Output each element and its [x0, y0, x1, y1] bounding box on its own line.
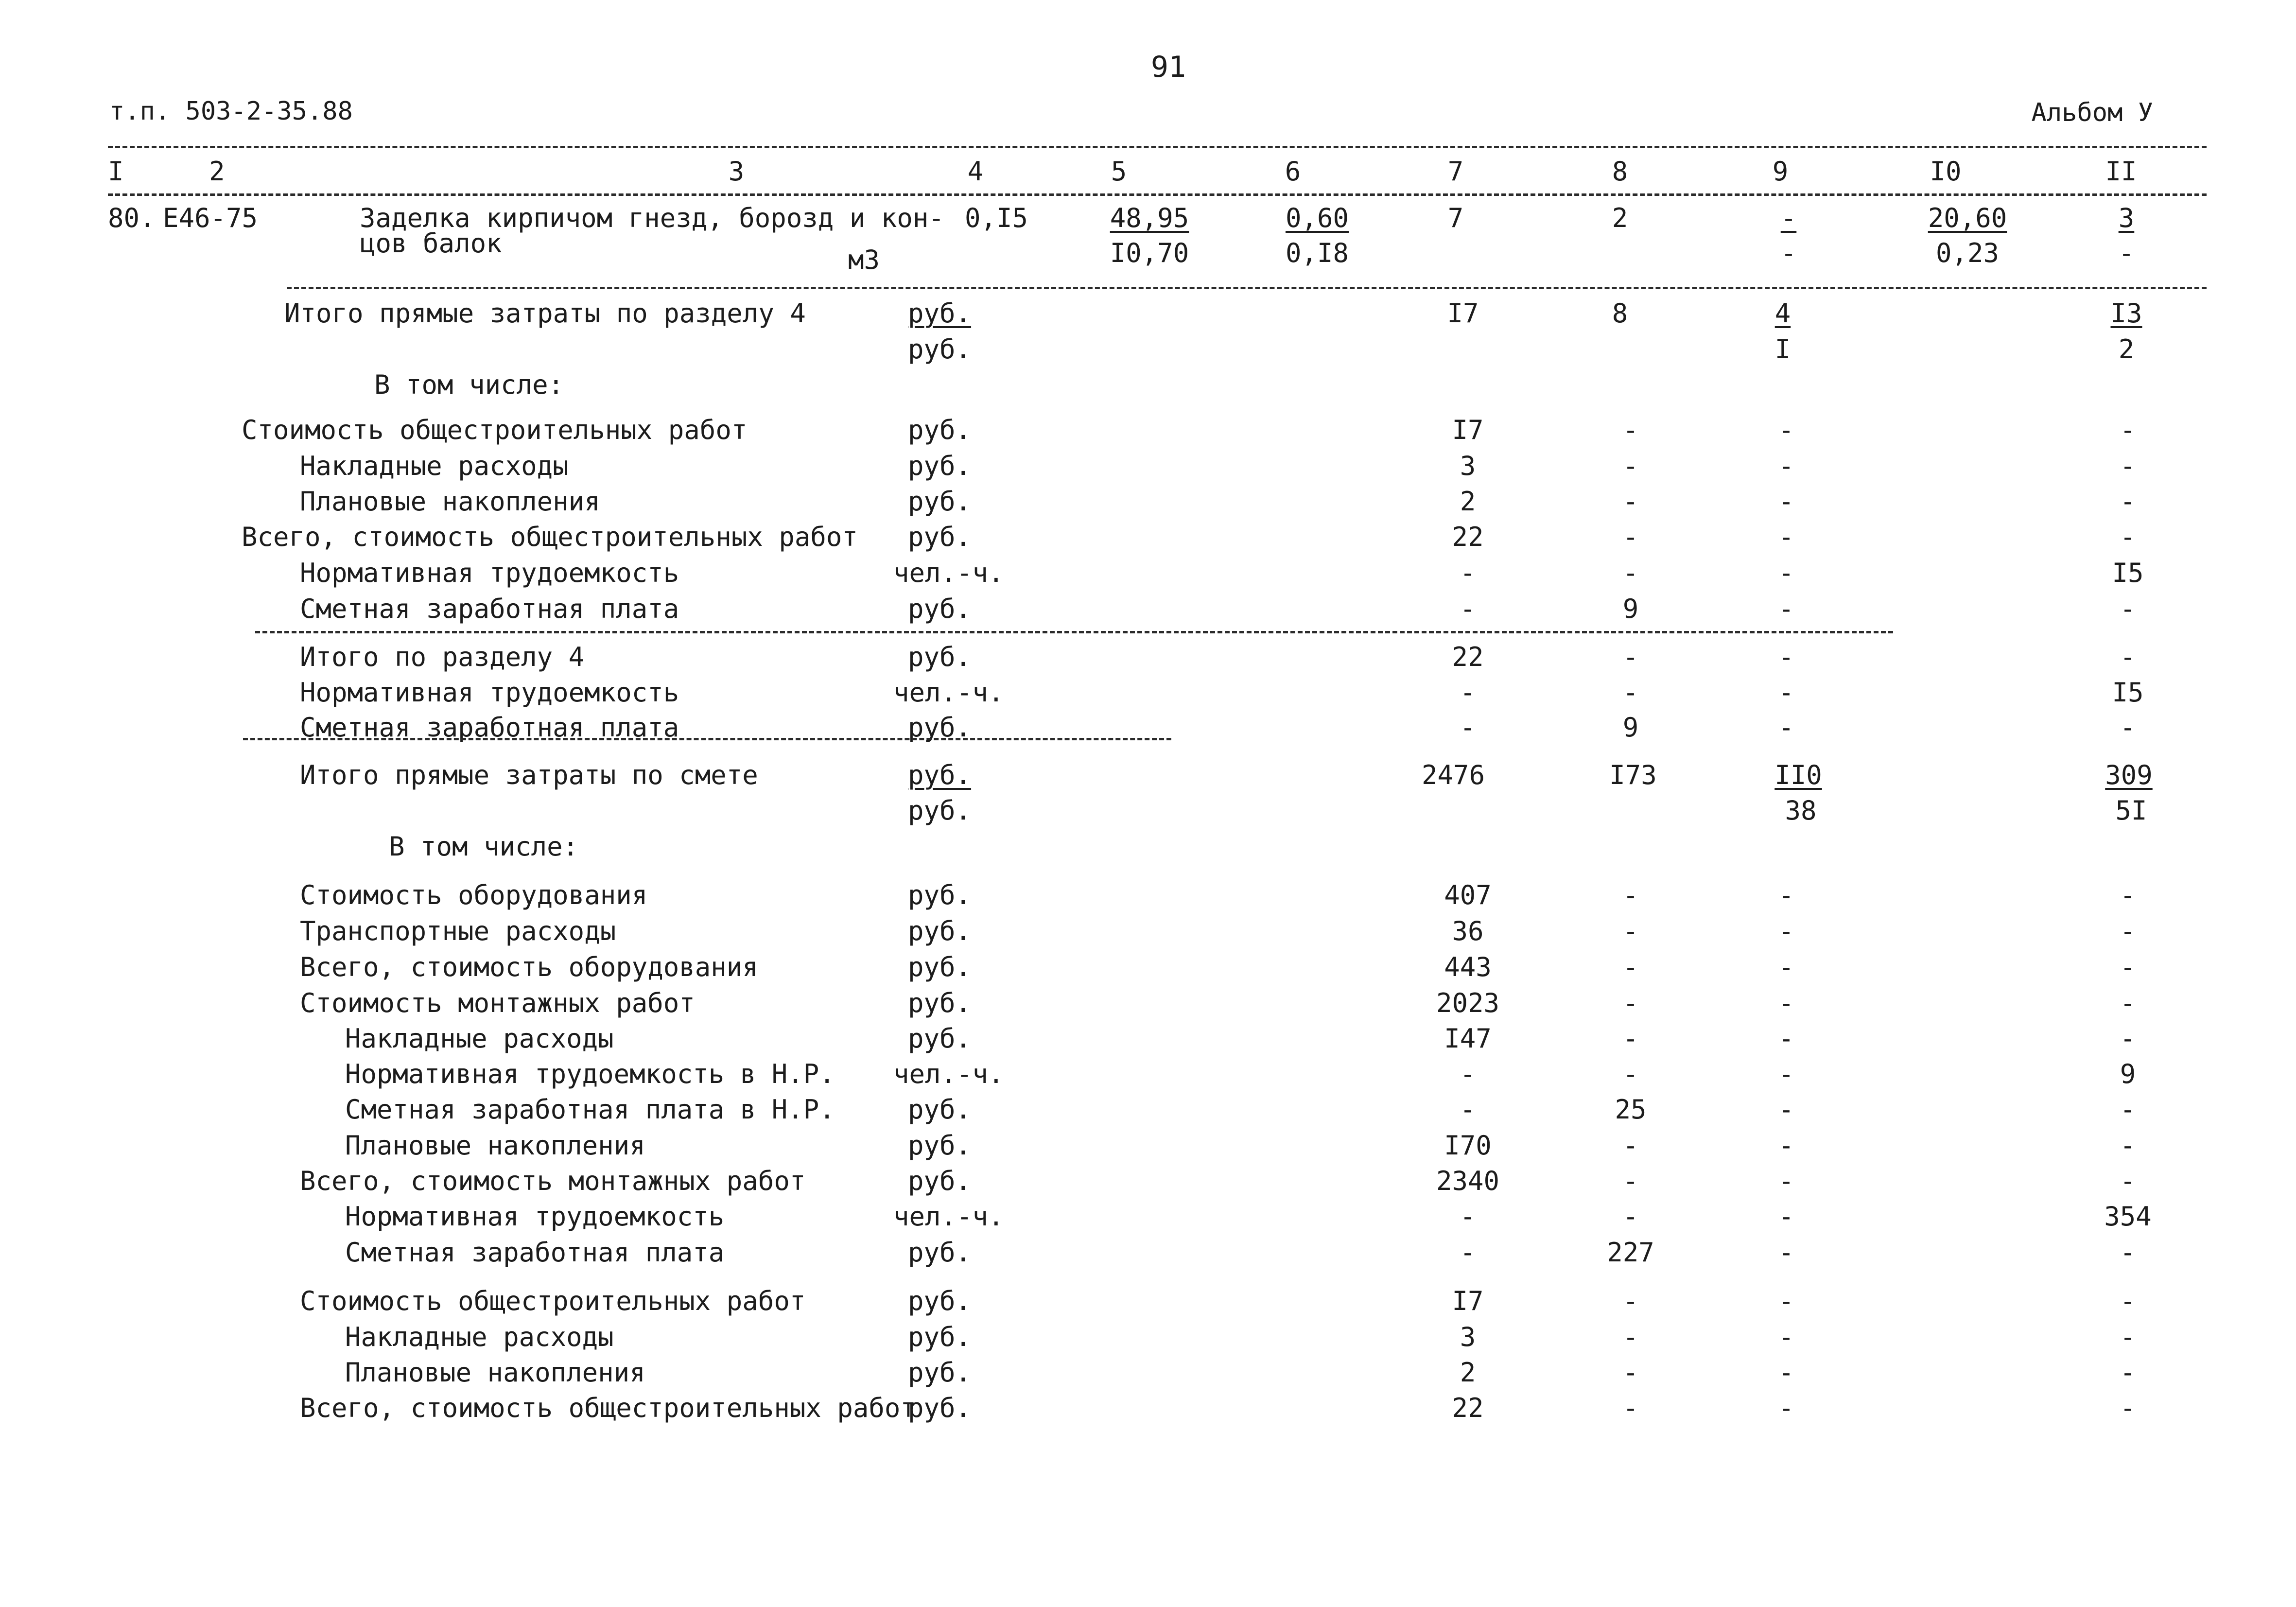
section-direct-costs-unit-2: руб. [908, 334, 972, 365]
row-col9-value: - [1778, 952, 1794, 982]
section-totals-bottom-rule [243, 738, 1171, 740]
row-col11-value: I5 [2112, 677, 2144, 708]
row-unit: чел.-ч. [893, 558, 1004, 588]
row-unit: руб. [908, 916, 972, 946]
row-col9-value: - [1778, 1059, 1794, 1089]
item-col11-bottom: - [2118, 238, 2135, 268]
row-col8-value: - [1622, 880, 1639, 910]
row-col7-value: - [1460, 558, 1476, 588]
row-col8-value: - [1622, 1322, 1639, 1352]
row-unit: руб. [908, 880, 972, 910]
row-col8-value: - [1622, 1023, 1639, 1054]
row-col7-value: 22 [1452, 642, 1484, 672]
row-col11-value: - [2120, 1237, 2136, 1268]
row-col11-value: - [2120, 880, 2136, 910]
row-label: Накладные расходы [345, 1023, 614, 1054]
row-col8-value: - [1622, 1166, 1639, 1196]
estimate-direct-col8: I73 [1609, 760, 1657, 790]
row-col8-value: - [1622, 1393, 1639, 1423]
row-col9-value: - [1778, 1023, 1794, 1054]
row-label: Нормативная трудоемкость [300, 558, 679, 588]
row-col9-value: - [1778, 594, 1794, 624]
row-col9-value: - [1778, 1393, 1794, 1423]
row-label: Всего, стоимость оборудования [300, 952, 758, 982]
item-col10-top: 20,60 [1928, 203, 2007, 233]
item-col9-top: - [1780, 203, 1797, 233]
row-col11-value: - [2120, 451, 2136, 481]
row-unit: руб. [908, 1322, 972, 1352]
row-col8-value: - [1622, 916, 1639, 946]
row-col9-value: - [1778, 486, 1794, 517]
row-col9-value: - [1778, 451, 1794, 481]
section-direct-col9-top: 4 [1774, 298, 1791, 329]
row-col11-value: - [2120, 1094, 2136, 1125]
row-col11-value: 354 [2104, 1201, 2152, 1232]
row-label: Нормативная трудоемкость в Н.Р. [345, 1059, 835, 1089]
row-unit: руб. [908, 642, 972, 672]
row-col9-value: - [1778, 522, 1794, 552]
row-label: Итого по разделу 4 [300, 642, 585, 672]
row-col11-value: - [2120, 1322, 2136, 1352]
item-quantity: 0,I5 [964, 203, 1028, 233]
row-col7-value: 2340 [1436, 1166, 1500, 1196]
row-col7-value: 36 [1452, 916, 1484, 946]
row-col7-value: 3 [1460, 1322, 1476, 1352]
row-col11-value: 9 [2120, 1059, 2136, 1089]
row-col7-value: - [1460, 1237, 1476, 1268]
column-header: 2 [209, 156, 225, 187]
item-col6-top: 0,60 [1285, 203, 1349, 233]
row-unit: руб. [908, 1130, 972, 1161]
estimate-direct-costs-unit-2: руб. [908, 795, 972, 826]
row-label: Всего, стоимость общестроительных работ [242, 522, 858, 552]
row-col11-value: - [2120, 952, 2136, 982]
row-col7-value: 3 [1460, 451, 1476, 481]
row-col8-value: - [1622, 952, 1639, 982]
row-col11-value: - [2120, 988, 2136, 1018]
row-col9-value: - [1778, 988, 1794, 1018]
estimate-direct-costs-label: Итого прямые затраты по смете [300, 760, 758, 790]
row-col11-value: I5 [2112, 558, 2144, 588]
row-unit: руб. [908, 988, 972, 1018]
row-col7-value: - [1460, 712, 1476, 743]
column-header: 3 [728, 156, 745, 187]
section-direct-costs-label: Итого прямые затраты по разделу 4 [284, 298, 806, 329]
row-col8-value: - [1622, 1357, 1639, 1388]
row-unit: руб. [908, 1094, 972, 1125]
estimate-direct-col9-top: II0 [1774, 760, 1822, 790]
row-col8-value: - [1622, 486, 1639, 517]
row-col9-value: - [1778, 677, 1794, 708]
row-unit: руб. [908, 522, 972, 552]
item-col5-top: 48,95 [1110, 203, 1189, 233]
section-direct-col7: I7 [1447, 298, 1479, 329]
row-col7-value: - [1460, 1094, 1476, 1125]
row-label: Транспортные расходы [300, 916, 616, 946]
row-col9-value: - [1778, 1286, 1794, 1316]
row-col9-value: - [1778, 880, 1794, 910]
row-label: Нормативная трудоемкость [300, 677, 679, 708]
row-col11-value: - [2120, 522, 2136, 552]
item-bottom-rule [287, 287, 2207, 289]
row-col7-value: 407 [1444, 880, 1492, 910]
table-top-rule [108, 146, 2207, 148]
row-label: Сметная заработная плата в Н.Р. [345, 1094, 835, 1125]
row-unit: чел.-ч. [893, 1201, 1004, 1232]
row-col8-value: - [1622, 522, 1639, 552]
item-number: 80. [108, 203, 156, 233]
row-label: Накладные расходы [345, 1322, 614, 1352]
estimate-direct-costs-unit: руб. [908, 760, 972, 790]
row-col7-value: I47 [1444, 1023, 1492, 1054]
column-header: I [108, 156, 124, 187]
row-unit: руб. [908, 712, 972, 743]
row-col9-value: - [1778, 1201, 1794, 1232]
row-col8-value: - [1622, 558, 1639, 588]
row-col8-value: - [1622, 677, 1639, 708]
row-col7-value: 2023 [1436, 988, 1500, 1018]
item-col11-top: 3 [2118, 203, 2135, 233]
item-description: Заделка кирпичом гнезд, борозд и кон- [360, 203, 944, 233]
section-direct-col9-bottom: I [1774, 334, 1791, 365]
row-col8-value: 9 [1622, 712, 1639, 743]
row-unit: руб. [908, 415, 972, 445]
item-col10-bottom: 0,23 [1935, 238, 2000, 268]
row-label: Стоимость монтажных работ [300, 988, 695, 1018]
row-col7-value: 2 [1460, 1357, 1476, 1388]
row-label: Стоимость общестроительных работ [300, 1286, 806, 1316]
document-reference: т.п. 503-2-35.88 [109, 97, 353, 126]
row-col7-value: - [1460, 1059, 1476, 1089]
row-col8-value: - [1622, 1286, 1639, 1316]
row-unit: руб. [908, 1166, 972, 1196]
row-unit: руб. [908, 1357, 972, 1388]
item-code: Е46-75 [163, 203, 258, 233]
row-col11-value: - [2120, 486, 2136, 517]
section-totals-rule [255, 631, 1893, 633]
row-col11-value: - [2120, 594, 2136, 624]
row-col7-value: 22 [1452, 1393, 1484, 1423]
item-col8: 2 [1612, 203, 1628, 233]
item-col5-bottom: I0,70 [1110, 238, 1189, 268]
header-bottom-rule [108, 193, 2207, 196]
row-label: Нормативная трудоемкость [345, 1201, 725, 1232]
row-col7-value: - [1460, 594, 1476, 624]
section-including-label: В том числе: [374, 369, 564, 400]
row-col8-value: - [1622, 988, 1639, 1018]
section-direct-costs-unit: руб. [908, 298, 972, 329]
page-number: 91 [1150, 50, 1186, 84]
row-col8-value: - [1622, 1130, 1639, 1161]
row-col7-value: I70 [1444, 1130, 1492, 1161]
column-header: 7 [1447, 156, 1464, 187]
row-col7-value: 443 [1444, 952, 1492, 982]
row-col11-value: - [2120, 415, 2136, 445]
row-col9-value: - [1778, 1094, 1794, 1125]
column-header: II [2105, 156, 2137, 187]
row-label: Плановые накопления [345, 1357, 645, 1388]
item-unit: м3 [848, 245, 880, 275]
row-col7-value: - [1460, 677, 1476, 708]
row-col7-value: I7 [1452, 415, 1484, 445]
row-unit: руб. [908, 486, 972, 517]
row-col9-value: - [1778, 1322, 1794, 1352]
estimate-including-label: В том числе: [389, 831, 579, 862]
row-label: Сметная заработная плата [300, 594, 679, 624]
row-col7-value: 22 [1452, 522, 1484, 552]
row-col8-value: - [1622, 642, 1639, 672]
row-col9-value: - [1778, 916, 1794, 946]
section-direct-col8: 8 [1612, 298, 1628, 329]
column-header: I0 [1930, 156, 1962, 187]
row-col11-value: - [2120, 642, 2136, 672]
column-header: 5 [1111, 156, 1127, 187]
row-col8-value: 227 [1607, 1237, 1654, 1268]
row-label: Сметная заработная плата [300, 712, 679, 743]
item-col9-bottom: - [1780, 238, 1797, 268]
row-col7-value: - [1460, 1201, 1476, 1232]
row-col11-value: - [2120, 916, 2136, 946]
row-unit: чел.-ч. [893, 1059, 1004, 1089]
estimate-direct-col7: 2476 [1421, 760, 1485, 790]
row-col8-value: 9 [1622, 594, 1639, 624]
row-unit: руб. [908, 1023, 972, 1054]
row-col7-value: 2 [1460, 486, 1476, 517]
item-description-cont: цов балок [360, 228, 502, 259]
section-direct-col11-bottom: 2 [2118, 334, 2135, 365]
row-col8-value: - [1622, 451, 1639, 481]
row-col9-value: - [1778, 1357, 1794, 1388]
row-col9-value: - [1778, 712, 1794, 743]
row-col9-value: - [1778, 558, 1794, 588]
album-label: Альбом У [2031, 98, 2153, 127]
row-col11-value: - [2120, 1393, 2136, 1423]
row-col7-value: I7 [1452, 1286, 1484, 1316]
row-unit: руб. [908, 1237, 972, 1268]
column-header: 9 [1772, 156, 1789, 187]
row-col11-value: - [2120, 712, 2136, 743]
item-col7: 7 [1447, 203, 1464, 233]
row-col9-value: - [1778, 1237, 1794, 1268]
row-label: Стоимость общестроительных работ [242, 415, 748, 445]
row-unit: руб. [908, 451, 972, 481]
row-label: Накладные расходы [300, 451, 569, 481]
row-label: Сметная заработная плата [345, 1237, 725, 1268]
row-col9-value: - [1778, 415, 1794, 445]
row-label: Всего, стоимость монтажных работ [300, 1166, 806, 1196]
row-col11-value: - [2120, 1166, 2136, 1196]
row-unit: руб. [908, 952, 972, 982]
row-col8-value: - [1622, 1059, 1639, 1089]
row-col11-value: - [2120, 1286, 2136, 1316]
row-col11-value: - [2120, 1357, 2136, 1388]
row-col9-value: - [1778, 1130, 1794, 1161]
row-col11-value: - [2120, 1023, 2136, 1054]
row-label: Всего, стоимость общестроительных работ [300, 1393, 916, 1423]
row-col9-value: - [1778, 1166, 1794, 1196]
row-col8-value: - [1622, 1201, 1639, 1232]
row-col11-value: - [2120, 1130, 2136, 1161]
row-col8-value: 25 [1615, 1094, 1647, 1125]
row-label: Плановые накопления [300, 486, 600, 517]
estimate-direct-col11-top: 309 [2105, 760, 2153, 790]
estimate-direct-col11-bottom: 5I [2115, 795, 2147, 826]
row-unit: руб. [908, 1286, 972, 1316]
column-header: 6 [1285, 156, 1301, 187]
column-header: 4 [967, 156, 984, 187]
row-unit: чел.-ч. [893, 677, 1004, 708]
column-header: 8 [1612, 156, 1628, 187]
row-unit: руб. [908, 1393, 972, 1423]
row-col8-value: - [1622, 415, 1639, 445]
row-label: Плановые накопления [345, 1130, 645, 1161]
row-label: Стоимость оборудования [300, 880, 648, 910]
item-col6-bottom: 0,I8 [1285, 238, 1349, 268]
section-direct-col11-top: I3 [2110, 298, 2142, 329]
row-col9-value: - [1778, 642, 1794, 672]
estimate-direct-col9-bottom: 38 [1785, 795, 1817, 826]
row-unit: руб. [908, 594, 972, 624]
